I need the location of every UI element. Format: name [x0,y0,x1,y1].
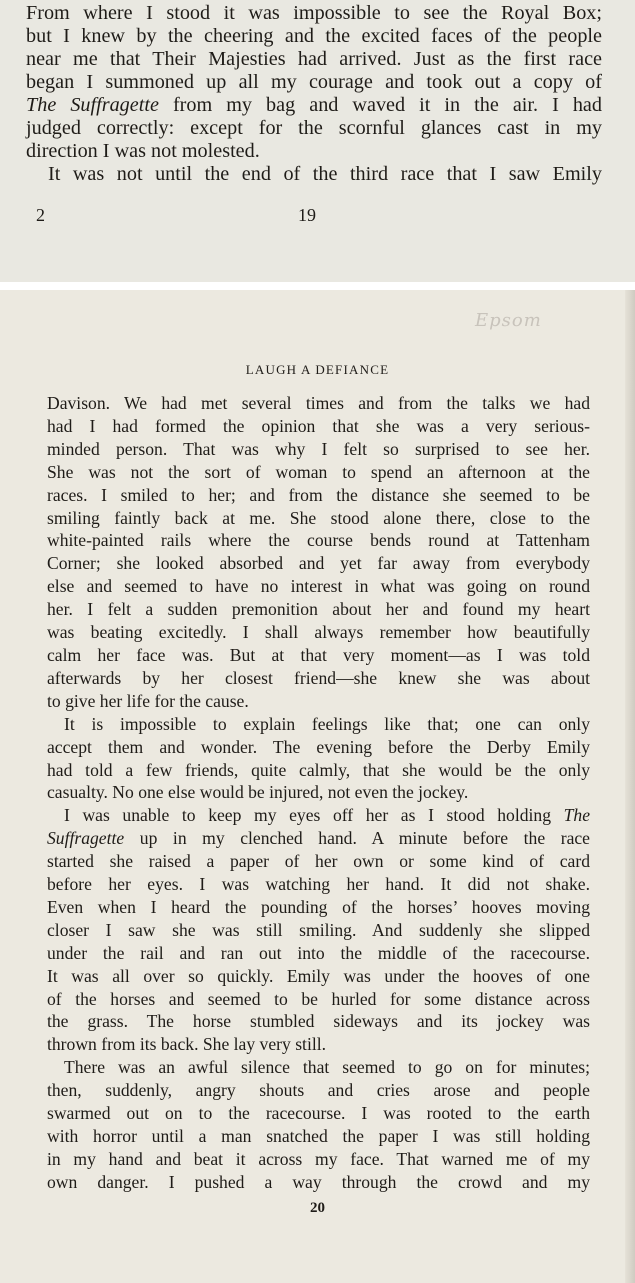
text-line: her. I felt a sudden premonition about her and found my heart [47,599,590,620]
text-line: Davison. We had met several times and from the talks we had [47,393,590,413]
running-head: LAUGH A DEFIANCE [245,362,390,377]
text-line: of the horses and seemed to be hurled for some distance across [47,988,590,1009]
text-line: It is impossible to explain feelings like that; one can only [64,713,590,734]
italic-title-fragment: The [563,805,590,826]
text-line: swarmed out on to the racecourse. I was rooted to the earth [47,1103,590,1124]
page-20 [0,290,635,1283]
text-line: had I had formed the opinion that she was a very serious- [47,415,590,436]
text-line: It was not until the end of the third race that I saw Emily [48,163,602,185]
text-line: From where I stood it was impossible to see the Royal Box; [26,2,602,24]
text-line: smiling faintly back at me. She stood alone there, close to the [47,507,590,528]
text-line: direction I was not molested. [26,140,260,162]
text-line: Corner; she looked absorbed and yet far away from everybody [47,553,590,574]
italic-title-fragment: Suffragette [47,828,125,849]
text-line: She was not the sort of woman to spend an afternoon at the [47,461,590,482]
text-line: closer I saw she was still smiling. And suddenly she slipped [47,919,590,940]
text-line: minded person. That was why I felt so surprised to see her. [47,438,590,459]
text-line: Even when I heard the pounding of the horses’ hooves moving [47,896,590,917]
text-line-italic-title: The Suffragette from my bag and waved it in the air. I had [26,94,602,116]
text-line: I was unable to keep my eyes off her as I stood holding The [64,805,590,826]
page-20-body-text [47,392,590,1194]
text-line: calm her face was. But at that very moment—as I was told [47,644,590,665]
page-edge-shadow [625,290,635,1283]
page-divider [0,282,635,290]
text-line: else and seemed to have no interest in what was going on round [47,576,590,597]
text-line: under the rail and ran out into the middle of the racecourse. [47,942,590,963]
text-line: afterwards by her closest friend—she knew she was about [47,667,590,688]
text-line: judged correctly: except for the scornful glances cast in my [26,117,602,139]
page-number: 20 [310,1200,325,1216]
text-line: to give her life for the cause. [47,690,249,711]
page-19-body-text [26,2,602,186]
text-line: near me that Their Majesties had arrived. Just as the first race [26,48,602,70]
text-line: with horror until a man snatched the paper I was still holding [47,1126,590,1146]
text-line: in my hand and beat it across my face. That warned me of my [47,1148,590,1169]
text-line: before her eyes. I was watching her hand. It did not shake. [47,874,590,895]
text-line: own danger. I pushed a way through the crowd and my [47,1171,590,1192]
text-line: began I summoned up all my courage and took out a copy of [26,71,602,93]
page-19-fragment [0,0,635,282]
text-line: white-painted rails where the course bends round at Tattenham [47,530,590,551]
signature-mark: 2 [36,205,45,225]
text-line: casualty. No one else would be injured, not even the jockey. [47,782,469,803]
pencil-annotation: Epsom [475,310,542,331]
text-line: had told a few friends, quite calmly, that she would be the only [47,759,590,780]
text-line: accept them and wonder. The evening before the Derby Emily [47,736,590,757]
text-line: then, suddenly, angry shouts and cries arose and people [47,1080,590,1101]
text-line: the grass. The horse stumbled sideways and its jockey was [47,1011,590,1032]
text-line: races. I smiled to her; and from the distance she seemed to be [47,484,590,505]
text-line: started she raised a paper of her own or some kind of card [47,851,590,872]
text-line: was beating excitedly. I shall always remember how beautifully [47,622,590,643]
text-line: but I knew by the cheering and the excited faces of the people [26,25,602,47]
text-line: Suffragette up in my clenched hand. A minute before the race [47,828,590,849]
text-line: There was an awful silence that seemed to go on for minutes; [64,1057,590,1078]
text-line: thrown from its back. She lay very still. [47,1034,327,1055]
page-number: 19 [298,205,316,225]
text-line: It was all over so quickly. Emily was under the hooves of one [47,965,590,986]
text-line: The Suffragette [26,94,159,116]
